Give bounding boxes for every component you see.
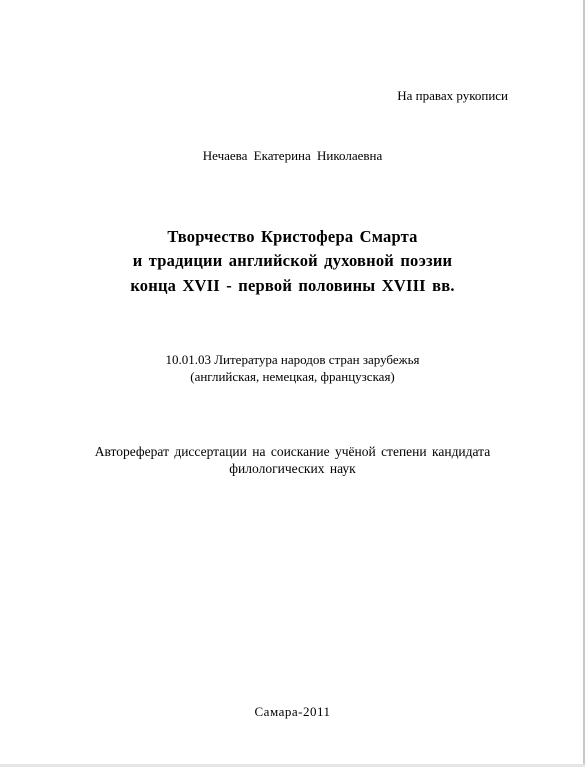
title-line-3: конца XVII - первой половины XVIII вв. — [130, 276, 455, 295]
rights-note: На правах рукописи — [397, 88, 508, 103]
title-line-2: и традиции английской духовной поэзии — [132, 251, 453, 270]
title-line-1: Творчество Кристофера Смарта — [167, 227, 418, 246]
specialty-line-2: (английская, немецкая, французская) — [190, 369, 395, 384]
abstract-line-2: филологических наук — [229, 461, 356, 476]
city-year: Самара-2011 — [254, 704, 331, 719]
author-name: Нечаева Екатерина Николаевна — [202, 148, 383, 163]
abstract-line-1: Автореферат диссертации на соискание учёной степени кандидата — [94, 444, 491, 459]
specialty-line-1: 10.01.03 Литература народов стран зарубежья — [165, 352, 420, 367]
